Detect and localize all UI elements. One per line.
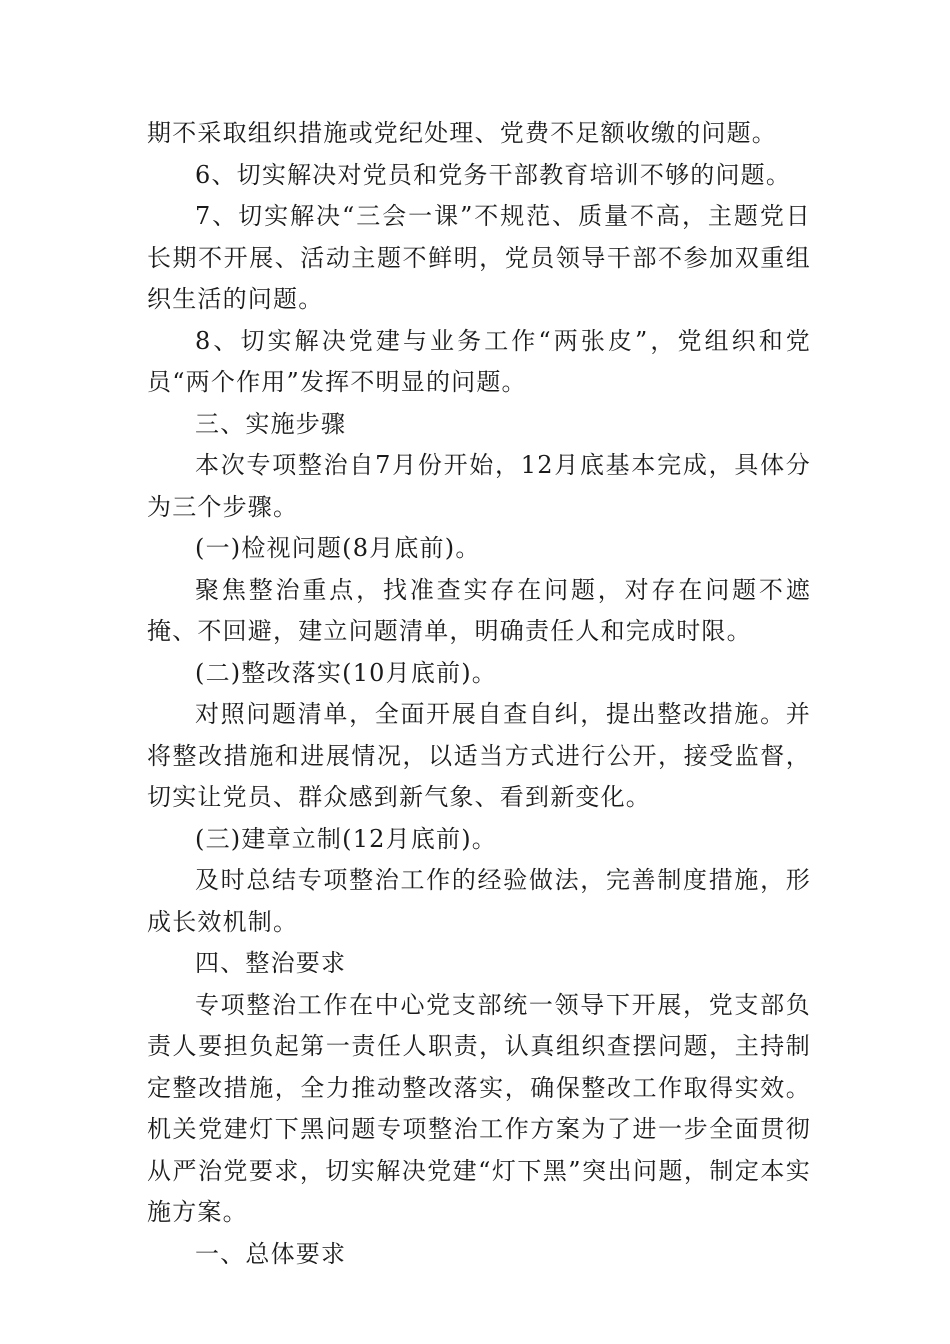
paragraph-step-2: 对照问题清单，全面开展自查自纠，提出整改措施。并将整改措施和进展情况，以适当方式进行公开，接受监督，切实让党员、群众感到新气象、看到新变化。	[147, 700, 811, 811]
paragraph-continuation: 期不采取组织措施或党纪处理、党费不足额收缴的问题。	[147, 119, 777, 147]
paragraph-item-7: 7、切实解决“三会一课”不规范、质量不高，主题党日长期不开展、活动主题不鲜明，党员领导干部不参加双重组织生活的问题。	[147, 202, 811, 313]
section-heading-implementation-steps: 三、实施步骤	[195, 409, 347, 438]
paragraph-step-1: 聚焦整治重点，找准查实存在问题，对存在问题不遮掩、不回避，建立问题清单，明确责任人和完成时限。	[147, 575, 811, 645]
document-body	[147, 113, 811, 1275]
paragraph-item-8: 8、切实解决党建与业务工作“两张皮”，党组织和党员“两个作用”发挥不明显的问题。	[147, 326, 811, 396]
section-heading-overall-requirements: 一、总体要求	[195, 1239, 347, 1268]
subheading-step-1: (一)检视问题(8月底前)。	[195, 534, 481, 562]
paragraph-requirements: 专项整治工作在中心党支部统一领导下开展，党支部负责人要担负起第一责任人职责，认真组织查摆问题，主持制定整改措施，全力推动整改落实，确保整改工作取得实效。机关党建灯下黑问题专项整治工作方案为了进一步全面贯彻从严治党要求，切实解决党建“灯下黑”突出问题，制定本实施方案。	[147, 990, 811, 1226]
paragraph-step-3: 及时总结专项整治工作的经验做法，完善制度措施，形成长效机制。	[147, 866, 811, 936]
paragraph-steps-intro: 本次专项整治自7月份开始，12月底基本完成，具体分为三个步骤。	[147, 451, 811, 521]
subheading-step-3: (三)建章立制(12月底前)。	[195, 824, 497, 853]
paragraph-item-6: 6、切实解决对党员和党务干部教育培训不够的问题。	[195, 160, 792, 189]
section-heading-requirements: 四、整治要求	[195, 949, 347, 977]
subheading-step-2: (二)整改落实(10月底前)。	[195, 658, 497, 687]
